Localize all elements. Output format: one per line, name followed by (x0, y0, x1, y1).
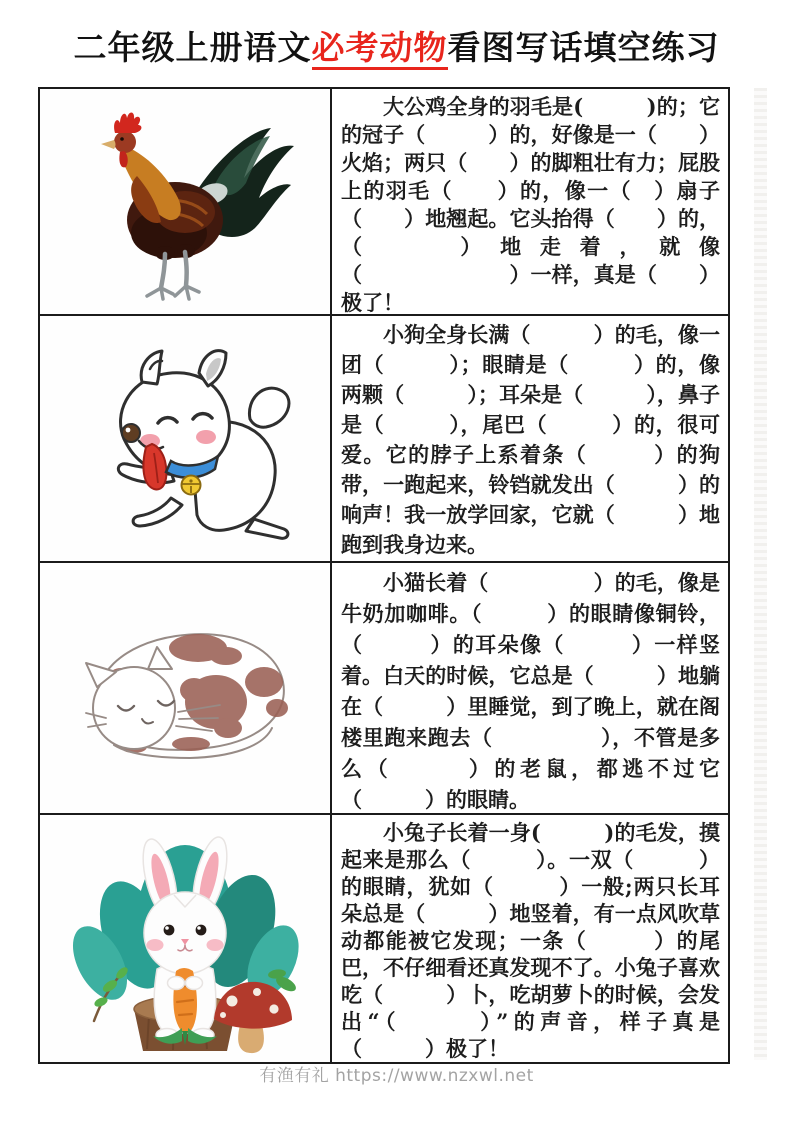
scan-artifact-strip (754, 88, 767, 1060)
title-suffix: 看图写话填空练习 (447, 28, 720, 67)
puppy-illustration (54, 333, 316, 545)
table-row-rabbit (40, 815, 728, 1062)
table-row-puppy (40, 316, 728, 563)
table-row-rooster (40, 89, 728, 316)
fill-blank-paragraph: 小狗全身长满（ ）的毛，像一团（ ）；眼睛是（ ）的，像两颗（ ）；耳朵是（ ），鼻子是（ ），尾巴（ ）的，很可爱。它的脖子上系着条（ ）的狗带，一跑起来，铃铛就发出（ ）的响声！我一放学回家，它就（ ）地跑到我身边来。 (341, 322, 720, 557)
sleeping-cat-illustration (60, 606, 310, 771)
fill-blank-text-cell (332, 89, 728, 314)
animal-image-cell (40, 316, 332, 561)
animal-image-cell (40, 815, 332, 1062)
rabbit-illustration (54, 823, 316, 1055)
rooster-illustration (65, 102, 305, 302)
fill-blank-text-cell (332, 316, 728, 561)
fill-blank-paragraph: 小兔子长着一身( )的毛发，摸起来是那么（ ）。一双（ ）的眼睛，犹如（ ）一般;两只长耳朵总是（ ）地竖着，有一点风吹草动都能被它发现；一条（ ）的尾巴，不仔细看还真发现不了。小兔子喜欢吃（ ）卜，吃胡萝卜的时候，会发出“（ ）”的声音，样子真是（ ）极了！ (341, 820, 720, 1061)
watermark: 有渔有礼 https://www.nzxwl.net (259, 1066, 534, 1086)
title-prefix: 二年级上册语文 (73, 28, 312, 67)
fill-blank-text-cell (332, 563, 728, 813)
fill-blank-paragraph: 小猫长着（ ）的毛，像是牛奶加咖啡。（ ）的眼睛像铜铃，（ ）的耳朵像（ ）一样竖着。白天的时候，它总是（ ）地躺在（ ）里睡觉，到了晚上，就在阁楼里跑来跑去（ ），不管是多么（ ）的老鼠，都逃不过它（ ）的眼睛。 (341, 570, 720, 812)
title-highlight: 必考动物 (312, 28, 448, 70)
table-row-cat (40, 563, 728, 815)
fill-blank-text-cell (332, 815, 728, 1062)
fill-blank-paragraph: 大公鸡全身的羽毛是( )的；它的冠子（ ）的，好像是一（ ）火焰；两只（ ）的脚粗壮有力；屁股上的羽毛（ ）的，像一（ ）扇子（ ）地翘起。它头抬得（ ）的，（ ）地走着，就像（ ）一样，真是（ ）极了！ (341, 94, 720, 314)
animal-image-cell (40, 563, 332, 813)
animal-image-cell (40, 89, 332, 314)
worksheet-table (38, 87, 730, 1064)
page-title (0, 22, 793, 69)
